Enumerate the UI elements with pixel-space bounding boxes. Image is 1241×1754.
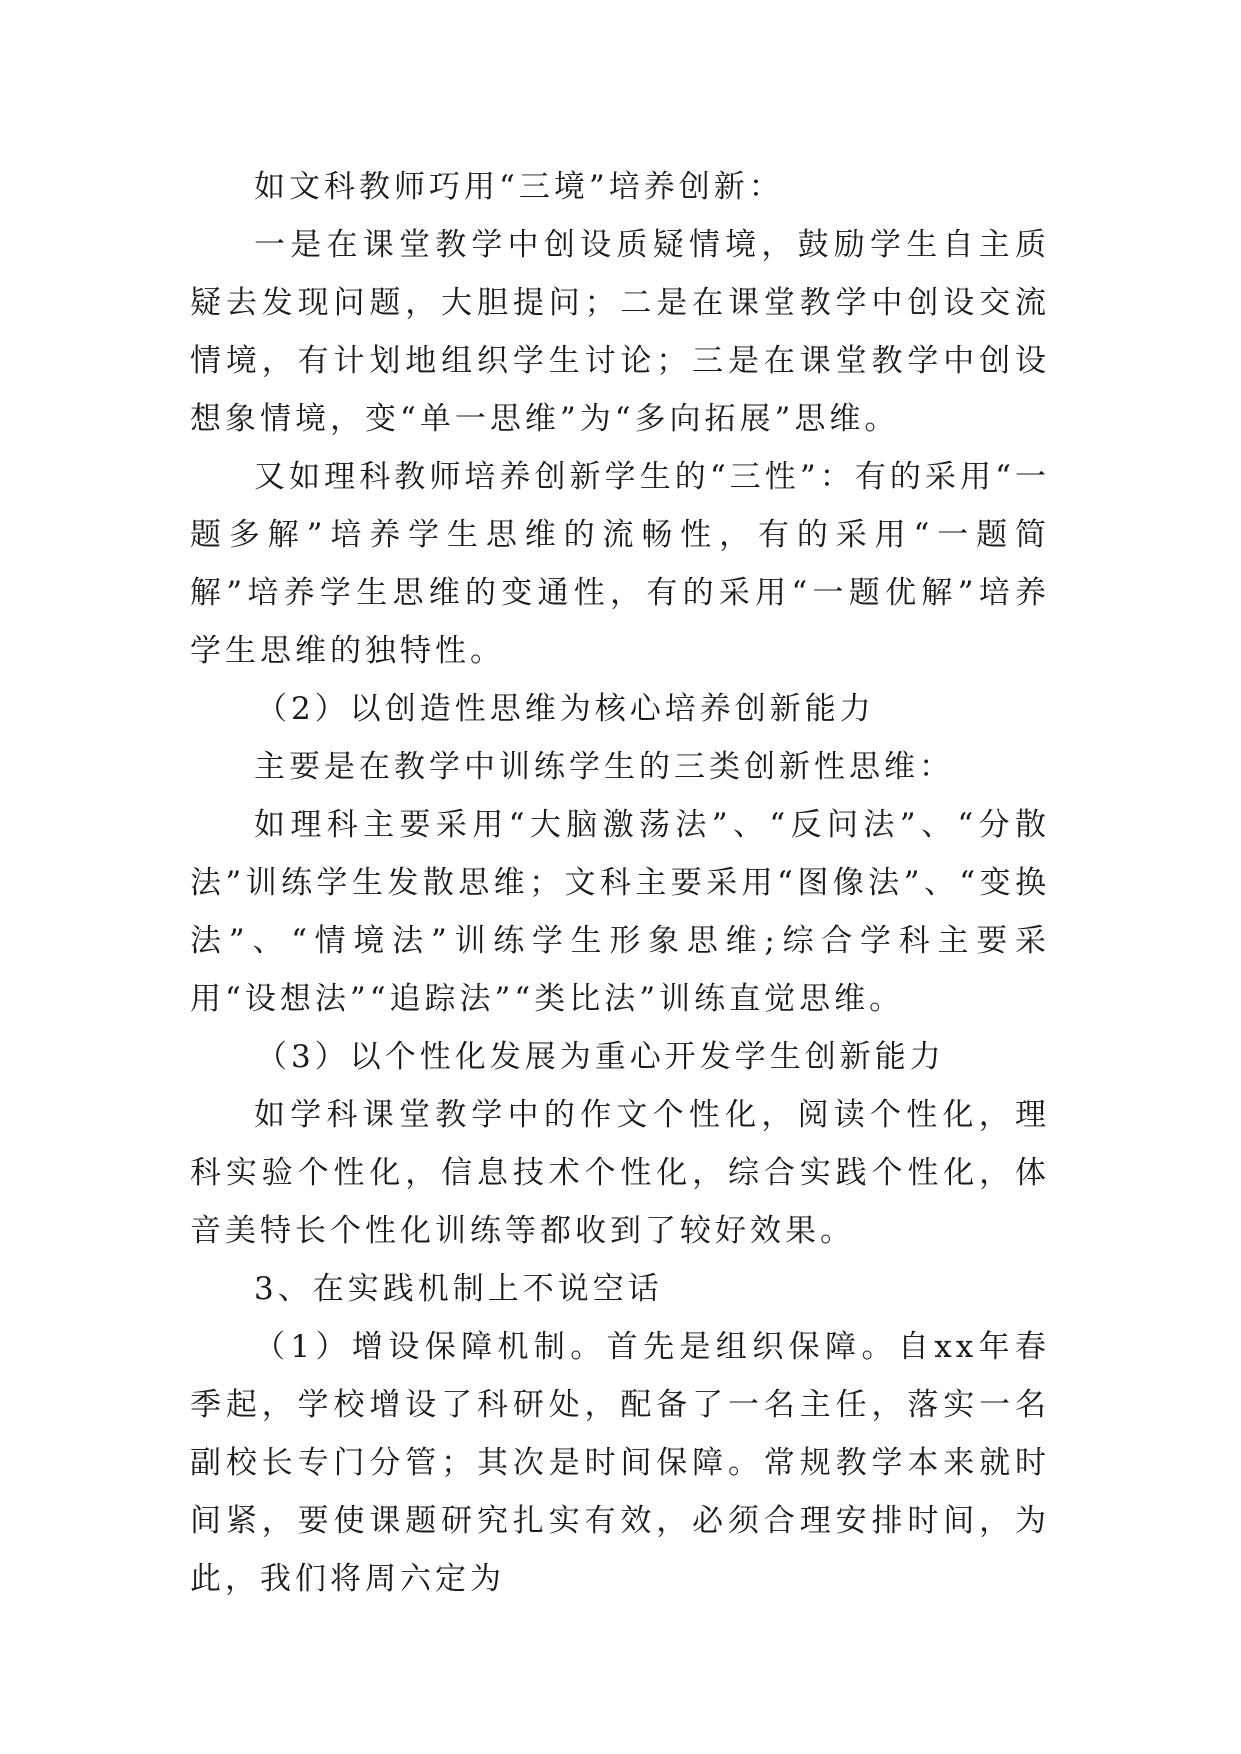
paragraph-science-three-qualities: 又如理科教师培养创新学生的“三性”：有的采用“一题多解”培养学生思维的流畅性，有的采用“一题简解”培养学生思维的变通性，有的采用“一题优解”培养学生思维的独特性。: [190, 459, 1050, 669]
paragraph-thinking-methods: 如理科主要采用“大脑激荡法”、“反问法”、“分散法”训练学生发散思维；文科主要采用“图像法”、“变换法”、“情境法”训练学生形象思维;综合学科主要采用“设想法”“追踪法”“类比法”训练直觉思维。: [190, 807, 1050, 1017]
paragraph-three-situations: 一是在课堂教学中创设质疑情境，鼓励学生自主质疑去发现问题，大胆提问；二是在课堂教学中创设交流情境，有计划地组织学生讨论；三是在课堂教学中创设想象情境，变“单一思维”为“多向拓展”思维。: [190, 227, 1050, 437]
subheading-creative-thinking: （2）以创造性思维为核心培养创新能力: [256, 691, 875, 727]
paragraph-individualization-results: 如学科课堂教学中的作文个性化，阅读个性化，理科实验个性化，信息技术个性化，综合实践个性化，体音美特长个性化训练等都收到了较好效果。: [190, 1097, 1050, 1249]
paragraph-support-mechanism: （1）增设保障机制。首先是组织保障。自xx年春季起，学校增设了科研处，配备了一名主任，落实一名副校长专门分管；其次是时间保障。常规教学本来就时间紧，要使课题研究扎实有效，必须合理安排时间，为此，我们将周六定为: [190, 1329, 1050, 1597]
document-body: [190, 158, 1050, 1608]
paragraph-intro-liberal-arts: 如文科教师巧用“三境”培养创新：: [254, 169, 784, 205]
heading-practice-mechanism: 3、在实践机制上不说空话: [254, 1271, 663, 1307]
subheading-individualized-development: （3）以个性化发展为重心开发学生创新能力: [256, 1039, 945, 1075]
paragraph-three-thinking-types: 主要是在教学中训练学生的三类创新性思维：: [254, 749, 954, 785]
